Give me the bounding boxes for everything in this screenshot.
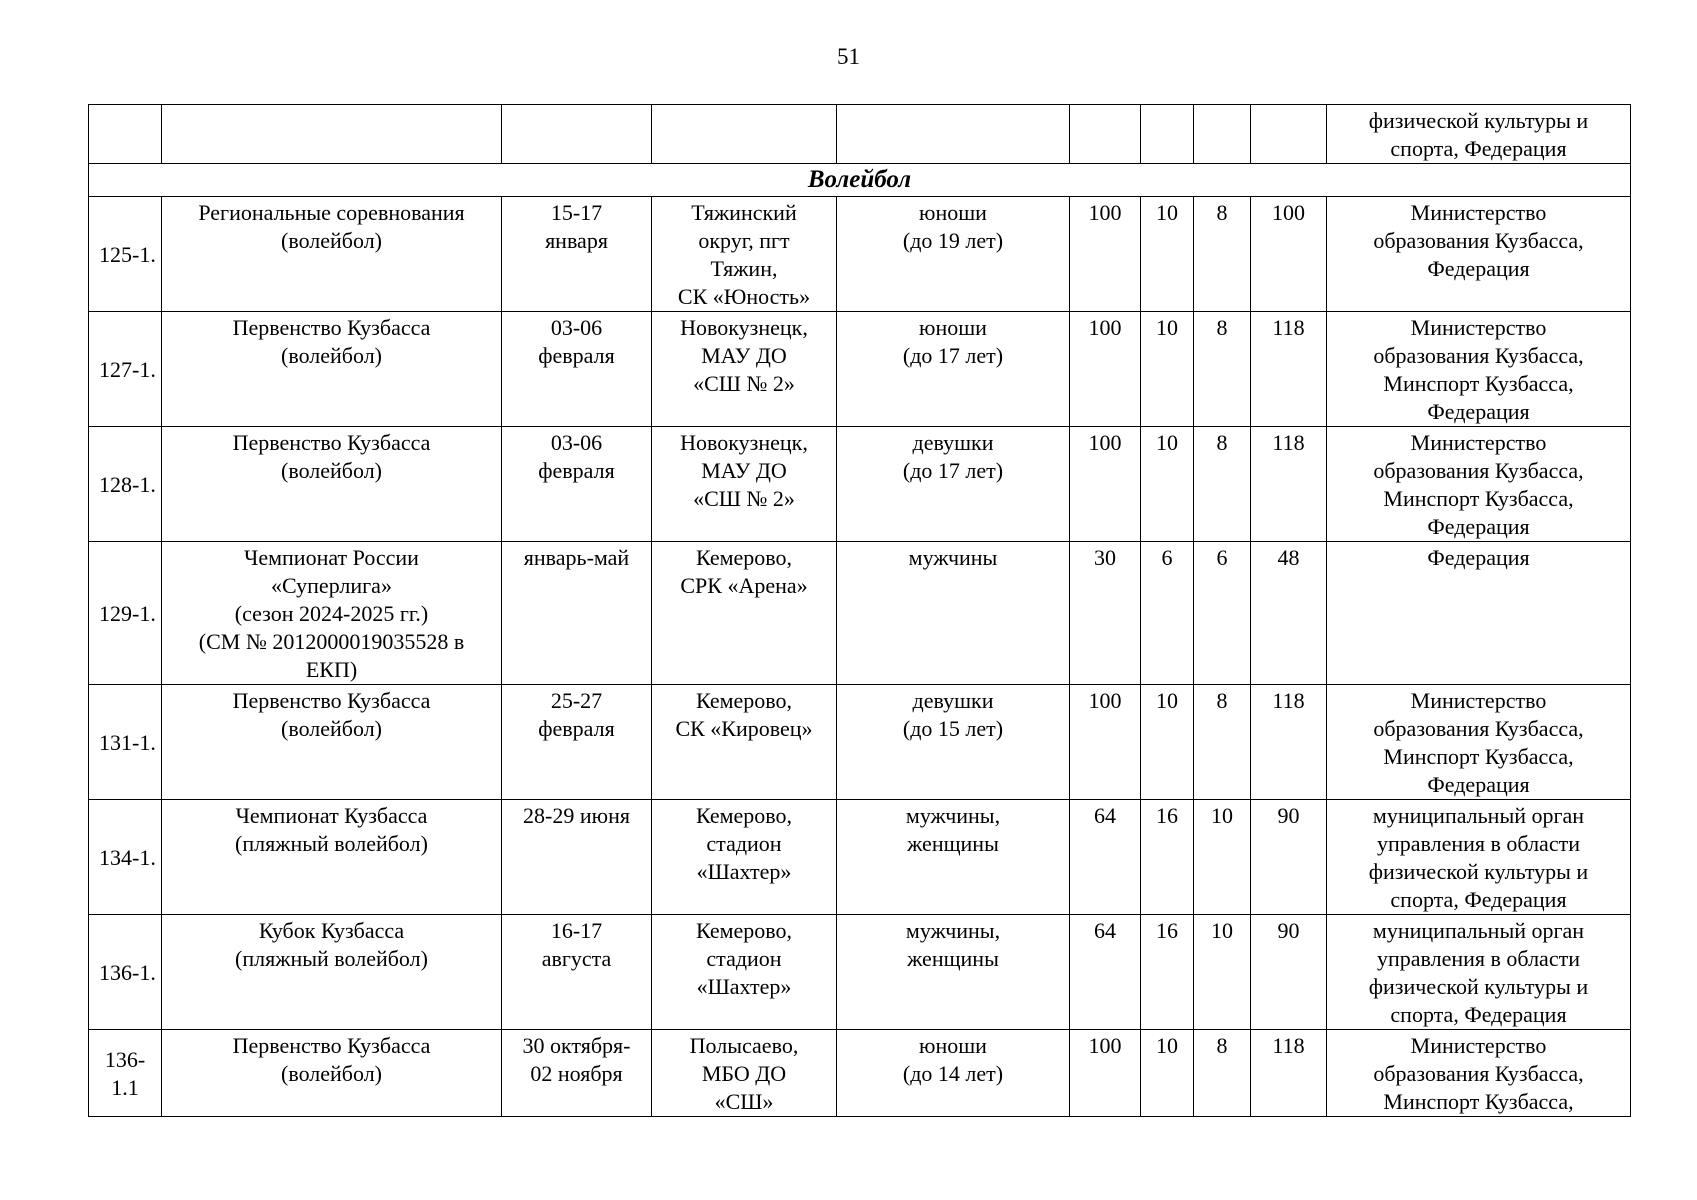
count-b-cell: 8 [1194,685,1251,800]
total-cell: 90 [1251,915,1327,1030]
events-table [88,104,1631,1117]
event-number-cell: 127-1. [89,312,162,427]
count-b-cell: 8 [1194,427,1251,542]
count-b-cell: 8 [1194,1030,1251,1117]
total-cell: 118 [1251,685,1327,800]
event-number-cell: 125-1. [89,197,162,312]
participants-cell: 64 [1070,915,1141,1030]
event-name-cell: Первенство Кузбасса (волейбол) [162,427,502,542]
table-row [89,1030,1631,1117]
total-cell: 118 [1251,312,1327,427]
event-number-cell: 131-1. [89,685,162,800]
table-row [89,312,1631,427]
participants-cell: 64 [1070,800,1141,915]
event-number-cell: 128-1. [89,427,162,542]
count-a-cell: 10 [1141,427,1194,542]
count-a-cell: 6 [1141,542,1194,685]
count-a-cell: 16 [1141,800,1194,915]
category-cell: мужчины [837,542,1070,685]
organizer-cell: Министерство образования Кузбасса, Минспорт Кузбасса, Федерация [1327,685,1631,800]
section-title: Волейбол [89,164,1631,197]
count-a-cell: 10 [1141,312,1194,427]
count-a-cell: 16 [1141,915,1194,1030]
total-cell: 90 [1251,800,1327,915]
dates-cell: 15-17 января [502,197,652,312]
count-b-cell: 8 [1194,312,1251,427]
table-row [89,800,1631,915]
table-row [89,427,1631,542]
event-name-cell: Первенство Кузбасса (волейбол) [162,312,502,427]
venue-cell: Тяжинский округ, пгт Тяжин, СК «Юность» [652,197,837,312]
total-cell: 100 [1251,197,1327,312]
organizer-cell: Министерство образования Кузбасса, Минспорт Кузбасса, [1327,1030,1631,1117]
table-row [89,915,1631,1030]
event-name-cell: Кубок Кузбасса (пляжный волейбол) [162,915,502,1030]
participants-cell: 100 [1070,685,1141,800]
dates-cell: 28-29 июня [502,800,652,915]
count-a-cell: 10 [1141,1030,1194,1117]
dates-cell: 03-06 февраля [502,312,652,427]
organizer-cell: Министерство образования Кузбасса, Минспорт Кузбасса, Федерация [1327,427,1631,542]
count-a-cell: 10 [1141,685,1194,800]
count-b-cell: 6 [1194,542,1251,685]
table-row [89,197,1631,312]
dates-cell: 30 октября- 02 ноября [502,1030,652,1117]
organizer-cell: Министерство образования Кузбасса, Минспорт Кузбасса, Федерация [1327,312,1631,427]
total-cell: 118 [1251,1030,1327,1117]
continuation-row [89,105,1631,164]
event-number-cell: 136- 1.1 [89,1030,162,1117]
event-name-cell: Чемпионат Кузбасса (пляжный волейбол) [162,800,502,915]
event-name-cell: Первенство Кузбасса (волейбол) [162,685,502,800]
participants-cell: 100 [1070,197,1141,312]
category-cell: юноши (до 19 лет) [837,197,1070,312]
dates-cell: 03-06 февраля [502,427,652,542]
event-number-cell: 136-1. [89,915,162,1030]
venue-cell: Кемерово, стадион «Шахтер» [652,800,837,915]
page-number: 51 [837,44,860,69]
event-number-cell: 134-1. [89,800,162,915]
venue-cell: Кемерово, СРК «Арена» [652,542,837,685]
organizer-cell: Федерация [1327,542,1631,685]
section-row [89,164,1631,197]
total-cell: 48 [1251,542,1327,685]
dates-cell: 16-17 августа [502,915,652,1030]
venue-cell: Новокузнецк, МАУ ДО «СШ № 2» [652,312,837,427]
dates-cell: январь-май [502,542,652,685]
participants-cell: 100 [1070,427,1141,542]
venue-cell: Новокузнецк, МАУ ДО «СШ № 2» [652,427,837,542]
organizer-cell: физической культуры и спорта, Федерация [1327,105,1631,164]
event-name-cell: Чемпионат России «Суперлига» (сезон 2024-2025 гг.) (СМ № 2012000019035528 в ЕКП) [162,542,502,685]
venue-cell: Кемерово, стадион «Шахтер» [652,915,837,1030]
table-row [89,685,1631,800]
category-cell: девушки (до 17 лет) [837,427,1070,542]
organizer-cell: муниципальный орган управления в области физической культуры и спорта, Федерация [1327,915,1631,1030]
venue-cell: Полысаево, МБО ДО «СШ» [652,1030,837,1117]
category-cell: юноши (до 17 лет) [837,312,1070,427]
count-b-cell: 8 [1194,197,1251,312]
participants-cell: 100 [1070,1030,1141,1117]
event-name-cell: Первенство Кузбасса (волейбол) [162,1030,502,1117]
dates-cell: 25-27 февраля [502,685,652,800]
table-row [89,542,1631,685]
count-a-cell: 10 [1141,197,1194,312]
category-cell: юноши (до 14 лет) [837,1030,1070,1117]
participants-cell: 100 [1070,312,1141,427]
participants-cell: 30 [1070,542,1141,685]
category-cell: девушки (до 15 лет) [837,685,1070,800]
category-cell: мужчины, женщины [837,915,1070,1030]
organizer-cell: Министерство образования Кузбасса, Федерация [1327,197,1631,312]
count-b-cell: 10 [1194,915,1251,1030]
event-name-cell: Региональные соревнования (волейбол) [162,197,502,312]
category-cell: мужчины, женщины [837,800,1070,915]
total-cell: 118 [1251,427,1327,542]
event-number-cell: 129-1. [89,542,162,685]
venue-cell: Кемерово, СК «Кировец» [652,685,837,800]
count-b-cell: 10 [1194,800,1251,915]
organizer-cell: муниципальный орган управления в области физической культуры и спорта, Федерация [1327,800,1631,915]
